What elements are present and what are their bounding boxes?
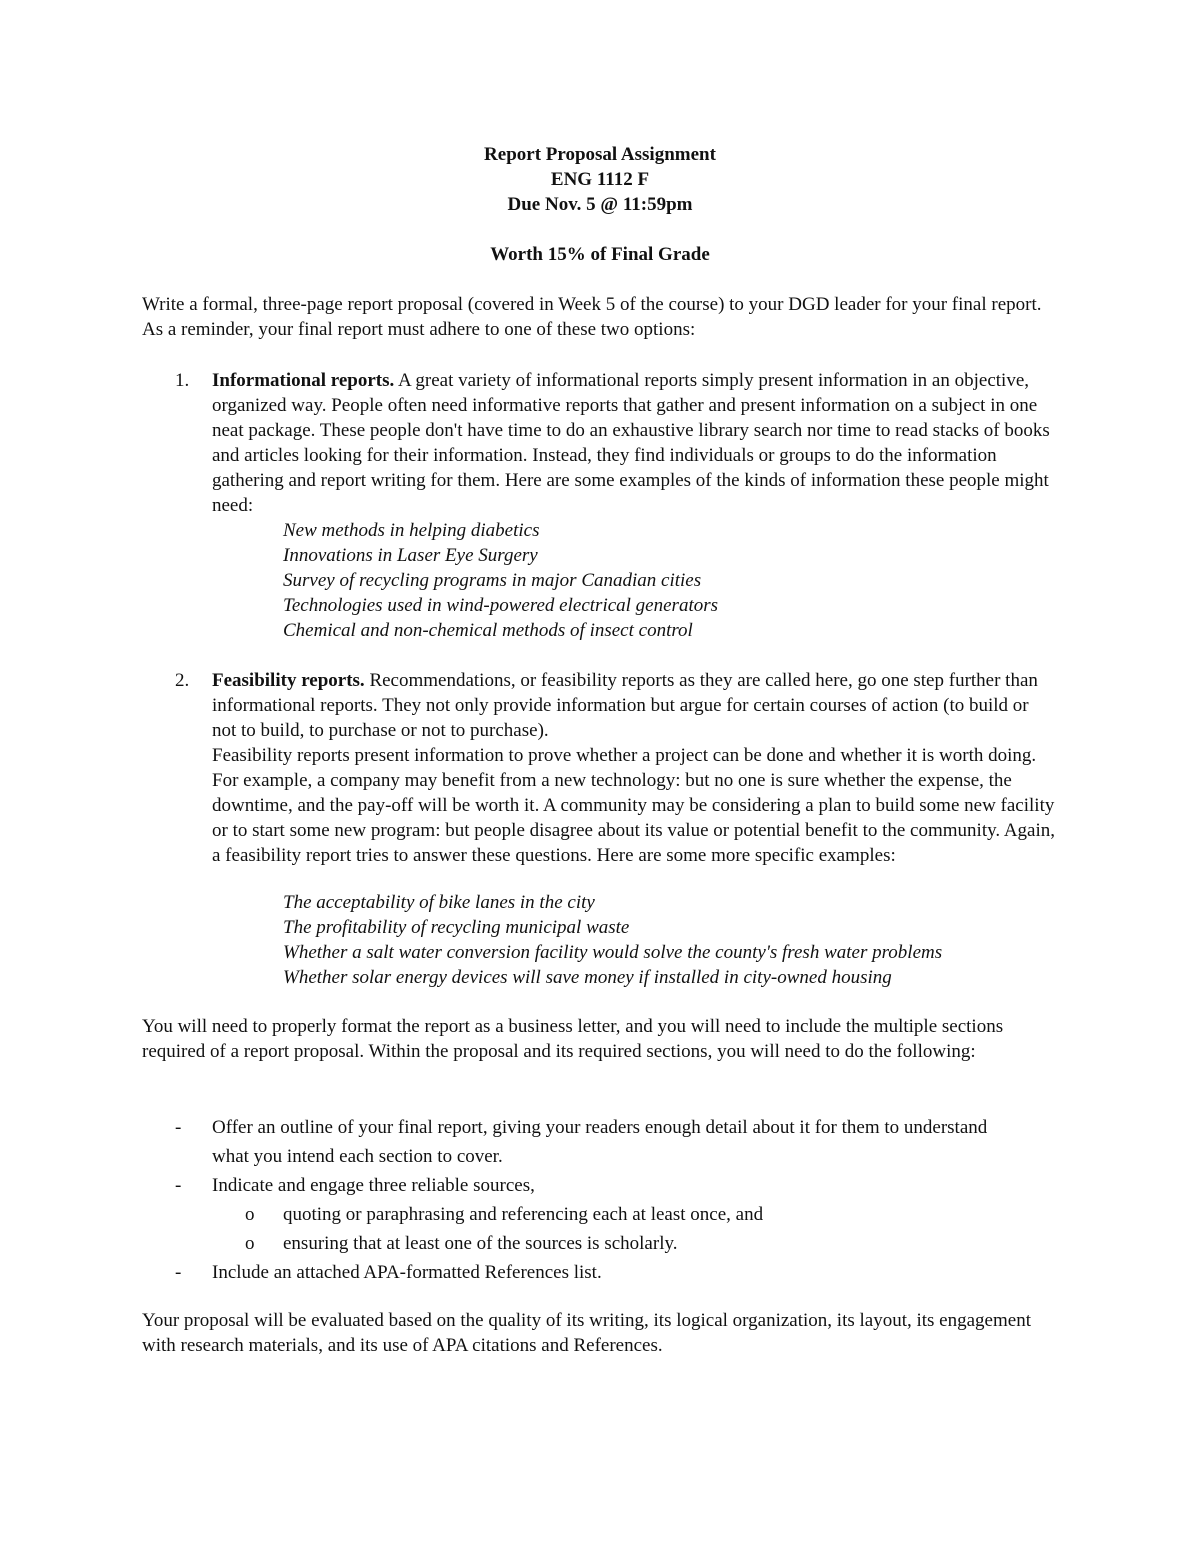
- requirement-references: Include an attached APA-formatted References list.: [212, 1262, 602, 1283]
- option-number: 2.: [175, 670, 190, 691]
- example-item: The profitability of recycling municipal waste: [283, 917, 630, 938]
- document-header: [0, 142, 1200, 217]
- option-description-continued: Feasibility reports present information to prove whether a project can be done and whether it is worth doing. For example, a company may benefit from a new technology: but no one is sure whether the expense, the downtime, and the pay-off will be worth it. A community may be considering a plan to build some new facility or to start some new program: but people disagree about its value or potential benefit to the community. Again, a feasibility report tries to answer these questions. Here are some more specific examples:: [212, 745, 1056, 866]
- example-item: Chemical and non-chemical methods of insect control: [283, 620, 693, 641]
- circle-bullet: o: [245, 1204, 255, 1225]
- course-code: ENG 1112 F: [550, 169, 650, 190]
- example-item: New methods in helping diabetics: [283, 520, 540, 541]
- option-description: [212, 368, 1057, 518]
- example-item: Innovations in Laser Eye Surgery: [283, 545, 538, 566]
- document-title: Report Proposal Assignment: [484, 144, 716, 165]
- requirement-outline: Offer an outline of your final report, giving your readers enough detail about it for them to understand what you intend each section to cover.: [212, 1117, 988, 1167]
- circle-bullet: o: [245, 1233, 255, 1254]
- intro-paragraph: Write a formal, three-page report proposal (covered in Week 5 of the course) to your DGD leader for your final report. As a reminder, your final report must adhere to one of these two options:: [142, 294, 1042, 340]
- option-text: Recommendations, or feasibility reports as they are called here, go one step further than informational reports. They not only provide information but argue for certain courses of action (to build or not to build, to purchase or not to purchase).: [212, 670, 1038, 741]
- requirement-sources: Indicate and engage three reliable sources,: [212, 1175, 535, 1196]
- example-item: Whether solar energy devices will save money if installed in city-owned housing: [283, 967, 892, 988]
- requirement-sub-scholarly: ensuring that at least one of the sources is scholarly.: [283, 1233, 678, 1254]
- list-item: [175, 1200, 1055, 1229]
- requirement-sub-quoting: quoting or paraphrasing and referencing each at least once, and: [283, 1204, 764, 1225]
- grade-weight: Worth 15% of Final Grade: [490, 244, 710, 265]
- dash-bullet: -: [175, 1175, 182, 1196]
- list-item: [175, 1258, 1055, 1287]
- format-paragraph: You will need to properly format the report as a business letter, and you will need to include the multiple sections required of a report proposal. Within the proposal and its required sections, you will need to do the following:: [142, 1016, 1004, 1062]
- option-heading: Informational reports.: [212, 370, 395, 391]
- closing-paragraph: Your proposal will be evaluated based on the quality of its writing, its logical organization, its layout, its engagement with research materials, and its use of APA citations and References.: [142, 1310, 1031, 1356]
- option-body: [212, 368, 1057, 518]
- dash-bullet: -: [175, 1262, 182, 1283]
- list-item: [175, 1229, 1055, 1258]
- option-description: [212, 668, 1057, 743]
- list-item: [175, 1113, 1055, 1171]
- option-body: [212, 668, 1057, 868]
- example-item: Technologies used in wind-powered electrical generators: [283, 595, 719, 616]
- option-heading: Feasibility reports.: [212, 670, 365, 691]
- option-number: 1.: [175, 370, 190, 391]
- dash-bullet: -: [175, 1117, 182, 1138]
- example-item: Whether a salt water conversion facility would solve the county's fresh water problems: [283, 942, 943, 963]
- list-item: [175, 1171, 1055, 1200]
- requirements-list: [175, 1113, 1055, 1287]
- example-item: Survey of recycling programs in major Canadian cities: [283, 570, 702, 591]
- option-text: A great variety of informational reports simply present information in an objective, organized way. People often need informative reports that gather and present information on a subject in one neat package. These people don't have time to do an exhaustive library search nor time to read stacks of books and articles looking for their information. Instead, they find individuals or groups to do the information gathering and report writing for them. Here are some examples of the kinds of information these people might need:: [212, 370, 1050, 516]
- example-list: [283, 518, 718, 643]
- example-list: [283, 890, 942, 990]
- due-date: Due Nov. 5 @ 11:59pm: [507, 194, 693, 215]
- example-item: The acceptability of bike lanes in the city: [283, 892, 595, 913]
